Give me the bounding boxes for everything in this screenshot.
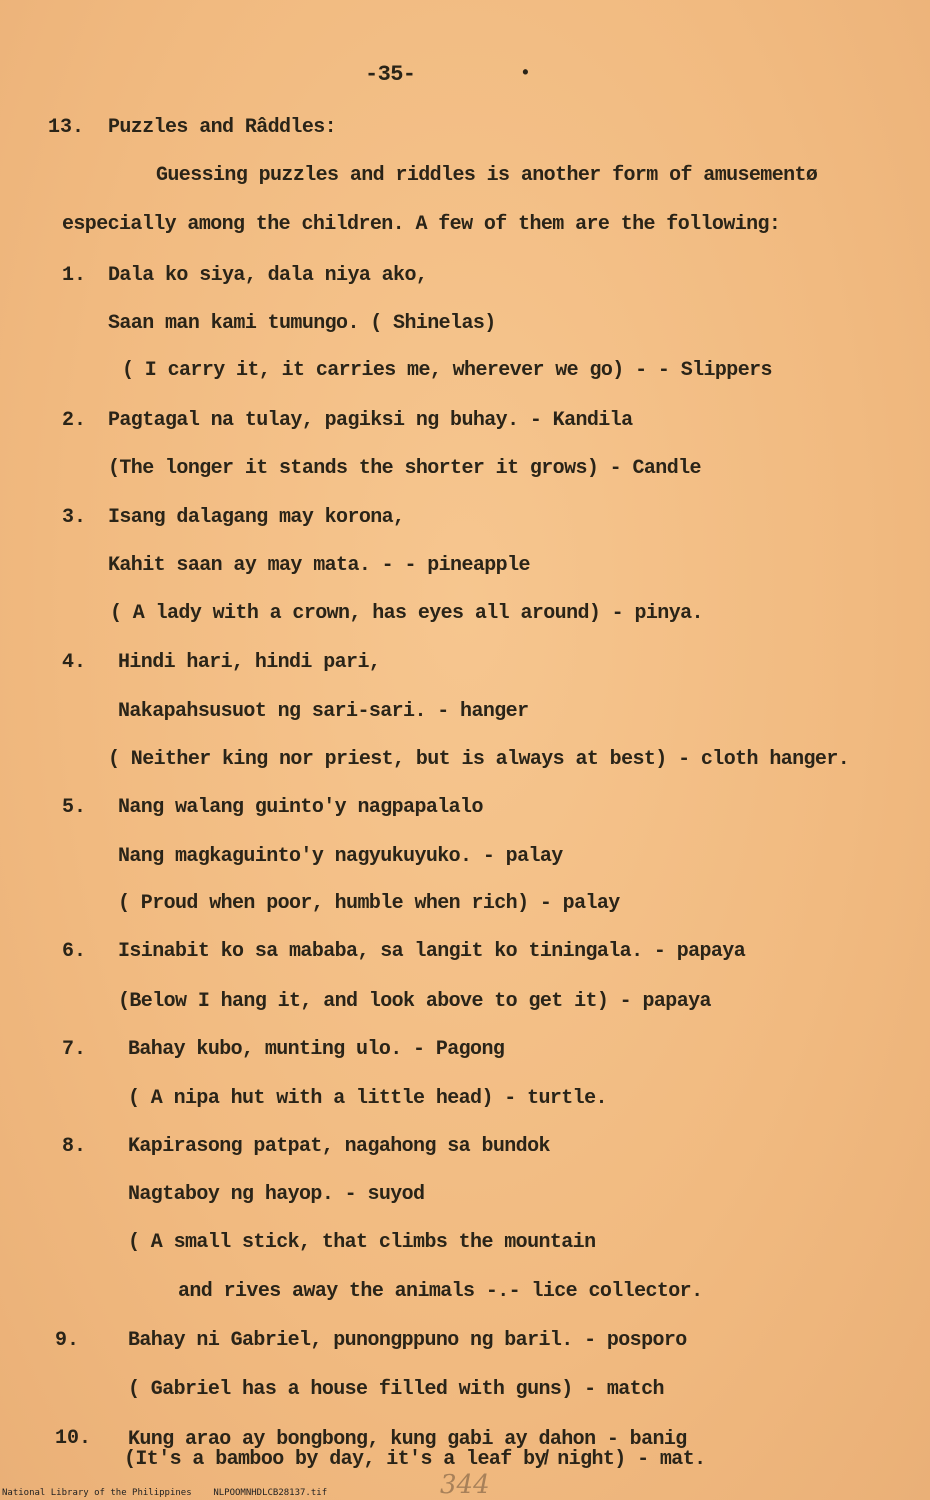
riddle-number: 8. [62,1135,87,1158]
riddle-line: Kung arao ay bongbong, kung gabi ay dahon - banig [128,1428,687,1451]
riddle-translation: ( Neither king nor priest, but is always at best) - cloth hanger. [108,748,850,771]
section-title: Puzzles and Râddles: [108,116,337,139]
riddle-line: Nang walang guinto'y nagpapalalo [118,796,483,819]
riddle-number: 4. [62,651,87,674]
riddle-number: 9. [55,1329,80,1352]
riddle-line: Bahay kubo, munting ulo. - Pagong [128,1038,505,1061]
handwritten-page-number: 344 [440,1470,490,1500]
riddle-line: Nagtaboy ng hayop. - suyod [128,1183,425,1206]
riddle-line: Kahit saan ay may mata. - - pineapple [108,554,530,577]
page-number: -35- [365,62,416,87]
riddle-number: 7. [62,1038,87,1061]
riddle-number: 6. [62,940,87,963]
riddle-translation: ( A small stick, that climbs the mountain [128,1231,596,1254]
riddle-line: Isinabit ko sa mababa, sa langit ko tiningala. - papaya [118,940,746,963]
riddle-line: Hindi hari, hindi pari, [118,651,381,674]
riddle-translation: ( Proud when poor, humble when rich) - palay [118,892,620,915]
stray-dot-mark: • [520,64,531,84]
archive-footer: National Library of the Philippines NLPOOMNHDLCB28137.tif [2,1488,328,1498]
section-number: 13. [48,116,85,139]
riddle-line: Bahay ni Gabriel, punongppuno ng baril. - posporo [128,1329,687,1352]
riddle-number: 1. [62,264,87,287]
riddle-translation: (It's a bamboo by day, it's a leaf by̸ night) - mat. [124,1448,706,1471]
riddle-translation: (Below I hang it, and look above to get it) - papaya [118,990,711,1013]
riddle-translation: ( Gabriel has a house filled with guns) - match [128,1378,664,1401]
riddle-number: 3. [62,506,87,529]
riddle-line: Pagtagal na tulay, pagiksi ng buhay. - Kandila [108,409,633,432]
riddle-translation: ( A lady with a crown, has eyes all around) - pinya. [110,602,703,625]
riddle-translation: and rives away the animals -.- lice collector. [178,1280,703,1303]
riddle-line: Nakapahsusuot ng sari-sari. - hanger [118,700,529,723]
riddle-line: Dala ko siya, dala niya ako, [108,264,428,287]
riddle-number: 10. [55,1427,92,1450]
riddle-translation: ( I carry it, it carries me, wherever we go) - - Slippers [122,359,772,382]
riddle-translation: ( A nipa hut with a little head) - turtle. [128,1087,607,1110]
riddle-line: Isang dalagang may korona, [108,506,405,529]
intro-line-1: Guessing puzzles and riddles is another form of amusementø [156,164,818,187]
riddle-line: Kapirasong patpat, nagahong sa bundok [128,1135,550,1158]
riddle-number: 2. [62,409,87,432]
riddle-translation: (The longer it stands the shorter it grows) - Candle [108,457,701,480]
riddle-line: Saan man kami tumungo. ( Shinelas) [108,312,496,335]
riddle-line: Nang magkaguinto'y nagyukuyuko. - palay [118,845,563,868]
riddle-number: 5. [62,796,87,819]
intro-line-2: especially among the children. A few of them are the following: [62,213,781,236]
